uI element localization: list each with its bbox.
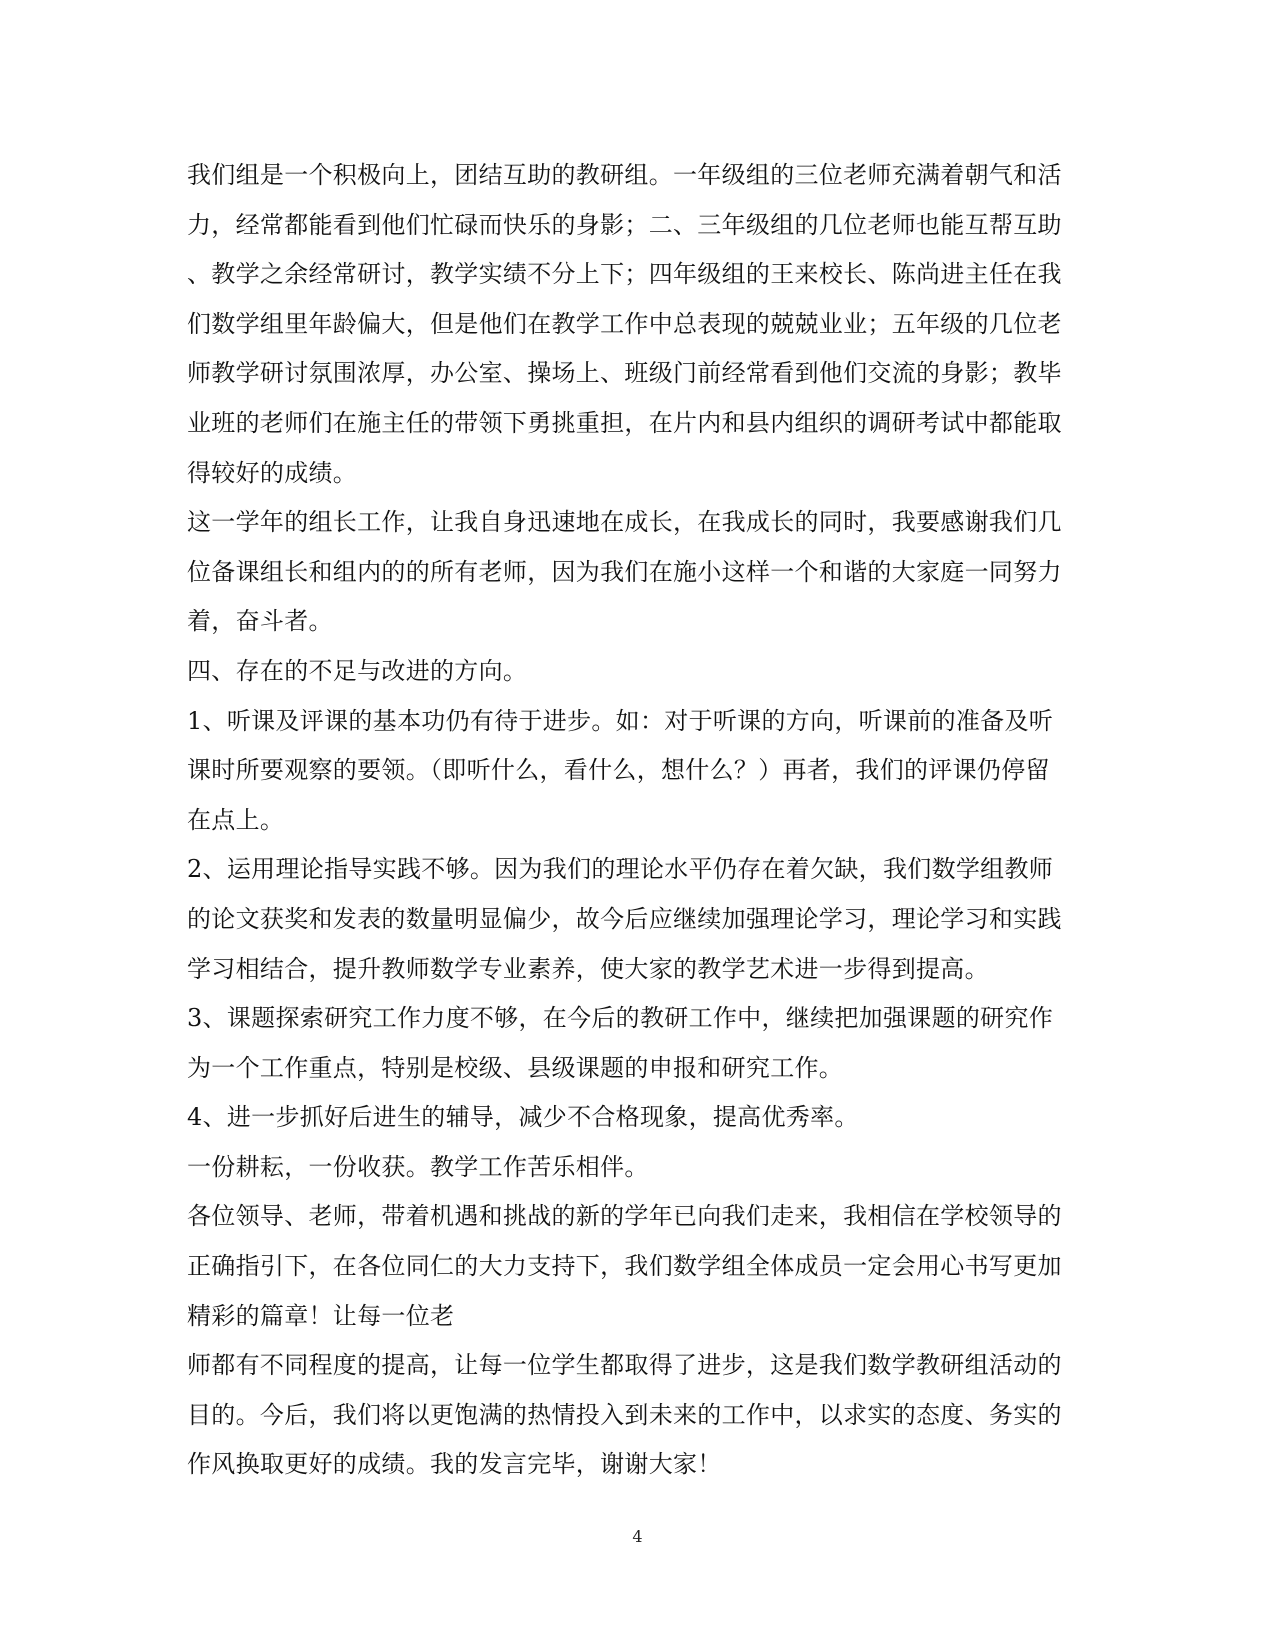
text-line: 目的。今后，我们将以更饱满的热情投入到未来的工作中，以求实的态度、务实的 [187, 1400, 1062, 1429]
text-line: 正确指引下，在各位同仁的大力支持下，我们数学组全体成员一定会用心书写更加 [187, 1252, 1062, 1281]
text-line: 在点上。 [187, 805, 285, 834]
text-line: 我们组是一个积极向上，团结互助的教研组。一年级组的三位老师充满着朝气和活 [187, 161, 1062, 189]
text-line: 学习相结合，提升教师数学专业素养，使大家的教学艺术进一步得到提高。 [187, 954, 989, 983]
text-line: 的论文获奖和发表的数量明显偏少，故今后应继续加强理论学习，理论学习和实践 [187, 904, 1062, 933]
text-line: 各位领导、老师，带着机遇和挑战的新的学年已向我们走来，我相信在学校领导的 [187, 1202, 1062, 1231]
text-line: 得较好的成绩。 [187, 458, 358, 487]
section-heading: 四、存在的不足与改进的方向。 [187, 656, 528, 685]
text-line: 业班的老师们在施主任的带领下勇挑重担，在片内和县内组织的调研考试中都能取 [187, 408, 1062, 437]
text-line: 师教学研讨氛围浓厚，办公室、操场上、班级门前经常看到他们交流的身影；教毕 [187, 359, 1062, 388]
text-line: 2、运用理论指导实践不够。因为我们的理论水平仍存在着欠缺，我们数学组教师 [187, 855, 1054, 884]
text-line: 力，经常都能看到他们忙碌而快乐的身影；二、三年级组的几位老师也能互帮互助 [187, 210, 1062, 239]
text-line: 作风换取更好的成绩。我的发言完毕，谢谢大家！ [187, 1450, 722, 1479]
text-line: 精彩的篇章！让每一位老 [187, 1301, 455, 1330]
page-number: 4 [632, 1527, 643, 1546]
text-line: 3、课题探索研究工作力度不够，在今后的教研工作中，继续把加强课题的研究作 [187, 1004, 1054, 1033]
text-line: 1、听课及评课的基本功仍有待于进步。如：对于听课的方向，听课前的准备及听 [187, 706, 1054, 735]
document-body [187, 151, 1087, 1490]
text-line: 着，奋斗者。 [187, 607, 333, 636]
text-line: 们数学组里年龄偏大，但是他们在教学工作中总表现的兢兢业业；五年级的几位老 [187, 309, 1062, 338]
text-line: 为一个工作重点，特别是校级、县级课题的申报和研究工作。 [187, 1053, 844, 1082]
text-line: 师都有不同程度的提高，让每一位学生都取得了进步，这是我们数学教研组活动的 [187, 1351, 1062, 1380]
text-line: 一份耕耘，一份收获。教学工作苦乐相伴。 [187, 1152, 649, 1181]
text-line: 、教学之余经常研讨，教学实绩不分上下；四年级组的王来校长、陈尚进主任在我 [187, 260, 1062, 289]
text-line: 课时所要观察的要领。（即听什么，看什么，想什么？）再者，我们的评课仍停留 [187, 756, 1050, 785]
text-line: 位备课组长和组内的的所有老师，因为我们在施小这样一个和谐的大家庭一同努力 [187, 557, 1062, 586]
text-line: 4、进一步抓好后进生的辅导，减少不合格现象，提高优秀率。 [187, 1103, 859, 1132]
text-line: 这一学年的组长工作，让我自身迅速地在成长，在我成长的同时，我要感谢我们几 [187, 508, 1062, 537]
